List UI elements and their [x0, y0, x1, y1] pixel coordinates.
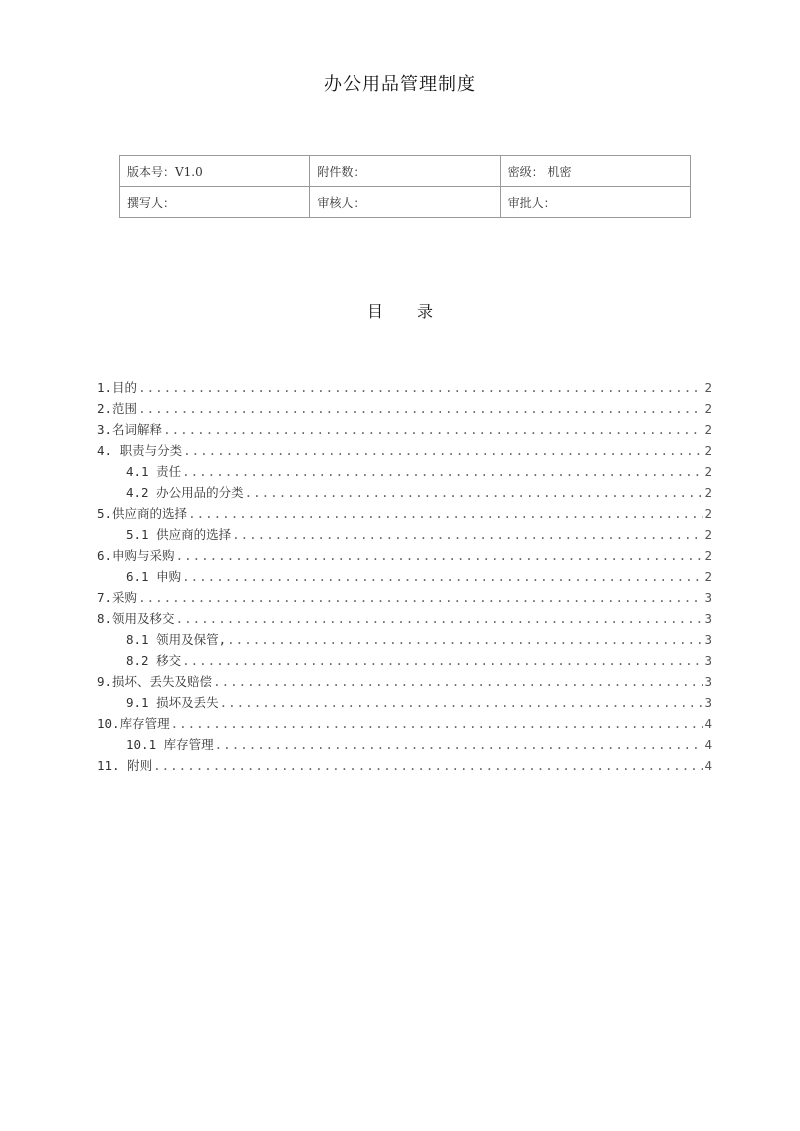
toc-dot-leader — [138, 398, 703, 419]
toc-entry[interactable] — [97, 650, 712, 671]
toc-entry-label: 9.损坏、丢失及赔偿 — [97, 674, 213, 689]
toc-entry[interactable] — [97, 461, 712, 482]
toc-entry[interactable] — [97, 608, 712, 629]
toc-entry-label: 4. 职责与分类 — [97, 443, 183, 458]
toc-entry-page: 3 — [704, 674, 712, 689]
toc-entry-label: 8.1 领用及保管, — [126, 632, 227, 647]
toc-dot-leader — [188, 503, 703, 524]
toc-entry-label: 10.1 库存管理 — [126, 737, 214, 752]
classification-cell: 密级： 机密 — [500, 156, 690, 187]
toc-entry-page: 3 — [704, 590, 712, 605]
toc-dot-leader — [163, 419, 703, 440]
toc-dot-leader — [182, 650, 703, 671]
toc-entry-page: 3 — [704, 611, 712, 626]
version-cell: 版本号：V1.0 — [120, 156, 310, 187]
document-info-table — [119, 155, 691, 218]
toc-entry-page: 4 — [704, 716, 712, 731]
toc-entry[interactable] — [97, 398, 712, 419]
toc-dot-leader — [153, 755, 703, 776]
toc-entry-page: 2 — [704, 506, 712, 521]
toc-entry-label: 6.申购与采购 — [97, 548, 175, 563]
toc-entry[interactable] — [97, 419, 712, 440]
toc-entry-page: 2 — [704, 569, 712, 584]
toc-entry-page: 2 — [704, 464, 712, 479]
toc-entry[interactable] — [97, 566, 712, 587]
toc-entry[interactable] — [97, 734, 712, 755]
toc-entry[interactable] — [97, 692, 712, 713]
toc-entry[interactable] — [97, 377, 712, 398]
toc-entry-label: 4.1 责任 — [126, 464, 182, 479]
toc-entry-label: 2.范围 — [97, 401, 138, 416]
table-row — [120, 156, 691, 187]
toc-entry-label: 8.2 移交 — [126, 653, 182, 668]
toc-entry-label: 3.名词解释 — [97, 422, 163, 437]
toc-entry[interactable] — [97, 671, 712, 692]
toc-entry[interactable] — [97, 629, 712, 650]
toc-entry-label: 1.目的 — [97, 380, 138, 395]
toc-entry-page: 2 — [704, 422, 712, 437]
toc-entry-page: 4 — [704, 758, 712, 773]
toc-entry[interactable] — [97, 755, 712, 776]
attachments-cell: 附件数： — [310, 156, 500, 187]
toc-entry[interactable] — [97, 482, 712, 503]
toc-dot-leader — [232, 524, 703, 545]
reviewer-cell: 审核人： — [310, 187, 500, 218]
toc-entry-page: 2 — [704, 380, 712, 395]
toc-entry-page: 2 — [704, 527, 712, 542]
toc-entry-page: 4 — [704, 737, 712, 752]
toc-dot-leader — [176, 545, 704, 566]
toc-entry-label: 9.1 损坏及丢失 — [126, 695, 219, 710]
toc-entry-label: 5.1 供应商的选择 — [126, 527, 232, 542]
toc-dot-leader — [183, 440, 703, 461]
toc-entry-page: 2 — [704, 401, 712, 416]
toc-entry-label: 11. 附则 — [97, 758, 153, 773]
toc-entry-page: 2 — [704, 443, 712, 458]
toc-entry-page: 2 — [704, 485, 712, 500]
toc-heading-left: 目 — [366, 302, 383, 321]
toc-dot-leader — [176, 608, 704, 629]
toc-dot-leader — [220, 692, 704, 713]
toc-heading — [0, 299, 800, 322]
toc-entry-label: 7.采购 — [97, 590, 138, 605]
toc-entry-label: 5.供应商的选择 — [97, 506, 188, 521]
toc-entry[interactable] — [97, 587, 712, 608]
toc-dot-leader — [138, 377, 703, 398]
toc-heading-right: 录 — [417, 302, 434, 321]
toc-entry-label: 8.领用及移交 — [97, 611, 175, 626]
toc-dot-leader — [227, 629, 703, 650]
toc-entry[interactable] — [97, 503, 712, 524]
toc-dot-leader — [213, 671, 703, 692]
toc-dot-leader — [215, 734, 704, 755]
toc-entry-label: 4.2 办公用品的分类 — [126, 485, 244, 500]
toc-entry[interactable] — [97, 440, 712, 461]
toc-entry-page: 3 — [704, 632, 712, 647]
toc-entry-page: 2 — [704, 548, 712, 563]
toc-entry[interactable] — [97, 545, 712, 566]
toc-entry-label: 6.1 申购 — [126, 569, 182, 584]
approver-cell: 审批人： — [500, 187, 690, 218]
toc-entry[interactable] — [97, 524, 712, 545]
toc-entry-page: 3 — [704, 695, 712, 710]
author-cell: 撰写人： — [120, 187, 310, 218]
toc-entry-page: 3 — [704, 653, 712, 668]
toc-dot-leader — [245, 482, 704, 503]
document-title: 办公用品管理制度 — [324, 74, 476, 95]
toc-entry-label: 10.库存管理 — [97, 716, 170, 731]
toc-entry[interactable] — [97, 713, 712, 734]
toc-dot-leader — [182, 566, 703, 587]
table-row — [120, 187, 691, 218]
table-of-contents — [97, 377, 712, 776]
toc-dot-leader — [182, 461, 703, 482]
toc-dot-leader — [171, 713, 704, 734]
toc-dot-leader — [138, 587, 703, 608]
